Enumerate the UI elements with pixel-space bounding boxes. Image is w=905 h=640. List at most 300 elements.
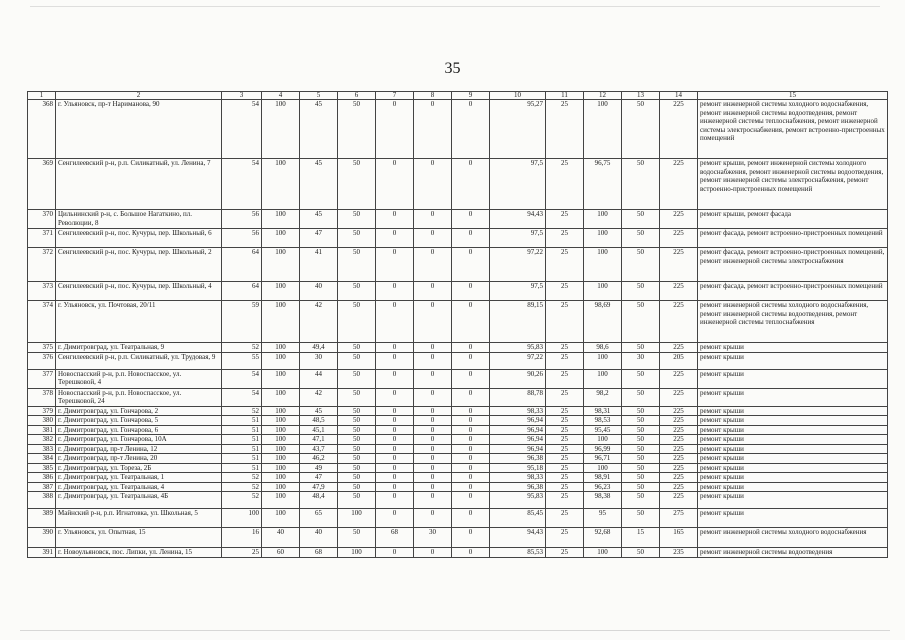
- value-cell: 0: [414, 444, 452, 454]
- table-row: [28, 444, 888, 454]
- value-cell: 100: [584, 369, 622, 388]
- value-cell: 100: [262, 444, 300, 454]
- value-cell: 0: [414, 388, 452, 406]
- row-number: 369: [28, 159, 56, 210]
- column-header: 14: [660, 92, 698, 100]
- value-cell: 25: [546, 159, 584, 210]
- value-cell: 0: [452, 473, 490, 483]
- value-cell: 0: [376, 229, 414, 248]
- table-row: [28, 229, 888, 248]
- value-cell: 100: [262, 229, 300, 248]
- value-cell: 50: [338, 100, 376, 159]
- column-header: 3: [222, 92, 262, 100]
- row-number: 368: [28, 100, 56, 159]
- value-cell: 90,26: [490, 369, 546, 388]
- value-cell: 56: [222, 229, 262, 248]
- value-cell: 25: [546, 482, 584, 492]
- value-cell: 100: [262, 406, 300, 416]
- value-cell: 0: [452, 388, 490, 406]
- value-cell: 0: [414, 301, 452, 343]
- value-cell: 0: [414, 435, 452, 445]
- value-cell: 51: [222, 425, 262, 435]
- value-cell: 50: [622, 548, 660, 558]
- value-cell: 100: [584, 229, 622, 248]
- total-cell: 225: [660, 282, 698, 301]
- works-cell: ремонт крыши: [698, 463, 888, 473]
- value-cell: 50: [338, 444, 376, 454]
- value-cell: 46,2: [300, 454, 338, 464]
- row-number: 373: [28, 282, 56, 301]
- total-cell: 225: [660, 454, 698, 464]
- value-cell: 96,94: [490, 444, 546, 454]
- table-row: [28, 528, 888, 548]
- value-cell: 65: [300, 509, 338, 528]
- value-cell: 0: [414, 548, 452, 558]
- table-row: [28, 352, 888, 369]
- value-cell: 0: [452, 509, 490, 528]
- address-cell: Новоспасский р-н, р.п. Новоспасское, ул. Терешковой, 24: [56, 388, 222, 406]
- value-cell: 45: [300, 100, 338, 159]
- row-number: 370: [28, 210, 56, 229]
- column-header: 6: [338, 92, 376, 100]
- value-cell: 0: [452, 100, 490, 159]
- value-cell: 25: [546, 406, 584, 416]
- works-cell: ремонт крыши: [698, 473, 888, 483]
- value-cell: 30: [300, 352, 338, 369]
- value-cell: 47,9: [300, 482, 338, 492]
- value-cell: 50: [622, 301, 660, 343]
- value-cell: 42: [300, 301, 338, 343]
- value-cell: 0: [452, 416, 490, 426]
- value-cell: 0: [414, 248, 452, 282]
- works-cell: ремонт крыши: [698, 416, 888, 426]
- value-cell: 50: [338, 473, 376, 483]
- value-cell: 30: [622, 352, 660, 369]
- value-cell: 50: [622, 343, 660, 353]
- value-cell: 68: [300, 548, 338, 558]
- row-number: 384: [28, 454, 56, 464]
- value-cell: 0: [414, 210, 452, 229]
- value-cell: 25: [546, 463, 584, 473]
- value-cell: 0: [376, 463, 414, 473]
- value-cell: 0: [414, 229, 452, 248]
- column-header: 2: [56, 92, 222, 100]
- value-cell: 100: [262, 248, 300, 282]
- value-cell: 0: [376, 444, 414, 454]
- value-cell: 40: [300, 282, 338, 301]
- value-cell: 55: [222, 352, 262, 369]
- total-cell: 225: [660, 435, 698, 445]
- address-cell: Сенгилеевский р-н, р.п. Силикатный, ул. Ленина, 7: [56, 159, 222, 210]
- table-row: [28, 369, 888, 388]
- column-header: 4: [262, 92, 300, 100]
- value-cell: 97,5: [490, 229, 546, 248]
- value-cell: 52: [222, 343, 262, 353]
- value-cell: 0: [452, 369, 490, 388]
- value-cell: 100: [262, 425, 300, 435]
- value-cell: 50: [622, 425, 660, 435]
- value-cell: 100: [262, 473, 300, 483]
- value-cell: 100: [338, 548, 376, 558]
- value-cell: 100: [262, 454, 300, 464]
- value-cell: 0: [376, 416, 414, 426]
- value-cell: 0: [376, 388, 414, 406]
- value-cell: 97,5: [490, 159, 546, 210]
- table-row: [28, 301, 888, 343]
- column-header-row: [28, 92, 888, 100]
- value-cell: 100: [262, 282, 300, 301]
- value-cell: 94,43: [490, 528, 546, 548]
- value-cell: 0: [414, 509, 452, 528]
- row-number: 376: [28, 352, 56, 369]
- value-cell: 100: [262, 416, 300, 426]
- value-cell: 25: [222, 548, 262, 558]
- value-cell: 0: [414, 343, 452, 353]
- address-cell: Новоспасский р-н, р.п. Новоспасское, ул. Терешковой, 4: [56, 369, 222, 388]
- value-cell: 100: [262, 159, 300, 210]
- value-cell: 0: [452, 210, 490, 229]
- table-row: [28, 210, 888, 229]
- value-cell: 0: [414, 463, 452, 473]
- value-cell: 96,75: [584, 159, 622, 210]
- value-cell: 100: [262, 435, 300, 445]
- value-cell: 100: [584, 352, 622, 369]
- value-cell: 52: [222, 406, 262, 416]
- value-cell: 40: [300, 528, 338, 548]
- value-cell: 54: [222, 100, 262, 159]
- value-cell: 0: [376, 482, 414, 492]
- table-row: [28, 388, 888, 406]
- value-cell: 0: [414, 406, 452, 416]
- row-number: 385: [28, 463, 56, 473]
- works-cell: ремонт крыши: [698, 406, 888, 416]
- table-row: [28, 548, 888, 558]
- value-cell: 50: [338, 301, 376, 343]
- table-row: [28, 473, 888, 483]
- works-cell: ремонт крыши: [698, 425, 888, 435]
- value-cell: 25: [546, 369, 584, 388]
- value-cell: 50: [622, 229, 660, 248]
- value-cell: 59: [222, 301, 262, 343]
- value-cell: 52: [222, 473, 262, 483]
- value-cell: 50: [622, 444, 660, 454]
- column-header: 1: [28, 92, 56, 100]
- value-cell: 43,7: [300, 444, 338, 454]
- total-cell: 225: [660, 301, 698, 343]
- value-cell: 16: [222, 528, 262, 548]
- value-cell: 50: [622, 369, 660, 388]
- row-number: 386: [28, 473, 56, 483]
- value-cell: 100: [584, 548, 622, 558]
- value-cell: 0: [376, 548, 414, 558]
- value-cell: 50: [338, 210, 376, 229]
- value-cell: 0: [376, 473, 414, 483]
- row-number: 390: [28, 528, 56, 548]
- value-cell: 50: [622, 492, 660, 509]
- works-cell: ремонт инженерной системы холодного водоснабжения: [698, 528, 888, 548]
- value-cell: 50: [338, 416, 376, 426]
- total-cell: 275: [660, 509, 698, 528]
- value-cell: 25: [546, 301, 584, 343]
- value-cell: 0: [414, 369, 452, 388]
- value-cell: 50: [338, 343, 376, 353]
- value-cell: 0: [452, 425, 490, 435]
- value-cell: 98,33: [490, 406, 546, 416]
- value-cell: 50: [338, 406, 376, 416]
- value-cell: 0: [376, 492, 414, 509]
- value-cell: 50: [338, 425, 376, 435]
- value-cell: 25: [546, 454, 584, 464]
- value-cell: 0: [452, 482, 490, 492]
- works-cell: ремонт фасада, ремонт встроенно-пристроенных помещений: [698, 229, 888, 248]
- value-cell: 100: [262, 343, 300, 353]
- value-cell: 41: [300, 248, 338, 282]
- value-cell: 0: [414, 100, 452, 159]
- value-cell: 51: [222, 416, 262, 426]
- address-cell: г. Димитровград, ул. Театральная, 4: [56, 482, 222, 492]
- value-cell: 50: [338, 369, 376, 388]
- row-number: 375: [28, 343, 56, 353]
- value-cell: 98,2: [584, 388, 622, 406]
- value-cell: 0: [414, 416, 452, 426]
- value-cell: 47: [300, 473, 338, 483]
- works-cell: ремонт инженерной системы водоотведения: [698, 548, 888, 558]
- value-cell: 51: [222, 463, 262, 473]
- value-cell: 96,94: [490, 425, 546, 435]
- value-cell: 0: [376, 352, 414, 369]
- value-cell: 100: [262, 492, 300, 509]
- table-row: [28, 406, 888, 416]
- value-cell: 100: [584, 463, 622, 473]
- value-cell: 25: [546, 509, 584, 528]
- table-row: [28, 492, 888, 509]
- value-cell: 51: [222, 454, 262, 464]
- works-cell: ремонт инженерной системы холодного водоснабжения, ремонт инженерной системы водоотведения, ремонт инженерной системы теплоснабжения: [698, 301, 888, 343]
- value-cell: 0: [452, 406, 490, 416]
- value-cell: 54: [222, 388, 262, 406]
- value-cell: 44: [300, 369, 338, 388]
- total-cell: 165: [660, 528, 698, 548]
- total-cell: 225: [660, 388, 698, 406]
- value-cell: 50: [622, 454, 660, 464]
- value-cell: 0: [376, 100, 414, 159]
- table-row: [28, 159, 888, 210]
- value-cell: 25: [546, 282, 584, 301]
- value-cell: 0: [414, 482, 452, 492]
- value-cell: 50: [338, 492, 376, 509]
- works-cell: ремонт крыши: [698, 509, 888, 528]
- value-cell: 64: [222, 282, 262, 301]
- value-cell: 98,33: [490, 473, 546, 483]
- column-header: 7: [376, 92, 414, 100]
- value-cell: 0: [452, 282, 490, 301]
- value-cell: 96,99: [584, 444, 622, 454]
- value-cell: 25: [546, 343, 584, 353]
- value-cell: 89,15: [490, 301, 546, 343]
- row-number: 380: [28, 416, 56, 426]
- value-cell: 97,5: [490, 282, 546, 301]
- works-cell: ремонт крыши: [698, 454, 888, 464]
- value-cell: 98,38: [584, 492, 622, 509]
- address-cell: Сенгилеевский р-н, р.п. Силикатный, ул. Трудовая, 9: [56, 352, 222, 369]
- value-cell: 100: [262, 301, 300, 343]
- table-row: [28, 435, 888, 445]
- value-cell: 0: [376, 425, 414, 435]
- value-cell: 100: [262, 482, 300, 492]
- works-cell: ремонт инженерной системы холодного водоснабжения, ремонт инженерной системы водоотведения, ремонт инженерной системы теплоснабжения, ремонт инженерной системы электроснабжения, ремонт встроенно-пристроенных помещений: [698, 100, 888, 159]
- total-cell: 225: [660, 425, 698, 435]
- value-cell: 0: [452, 159, 490, 210]
- value-cell: 96,94: [490, 416, 546, 426]
- value-cell: 0: [452, 454, 490, 464]
- value-cell: 25: [546, 210, 584, 229]
- value-cell: 25: [546, 352, 584, 369]
- value-cell: 96,38: [490, 482, 546, 492]
- value-cell: 100: [584, 282, 622, 301]
- table-body: [28, 100, 888, 558]
- value-cell: 25: [546, 492, 584, 509]
- value-cell: 52: [222, 482, 262, 492]
- table-row: [28, 416, 888, 426]
- value-cell: 0: [452, 492, 490, 509]
- value-cell: 0: [452, 548, 490, 558]
- scan-line-top: [30, 6, 880, 7]
- address-cell: г. Димитровград, ул. Театральная, 9: [56, 343, 222, 353]
- value-cell: 50: [622, 435, 660, 445]
- row-number: 381: [28, 425, 56, 435]
- value-cell: 25: [546, 435, 584, 445]
- total-cell: 225: [660, 100, 698, 159]
- value-cell: 48,4: [300, 492, 338, 509]
- value-cell: 96,23: [584, 482, 622, 492]
- value-cell: 98,69: [584, 301, 622, 343]
- value-cell: 95,18: [490, 463, 546, 473]
- value-cell: 0: [452, 301, 490, 343]
- value-cell: 40: [262, 528, 300, 548]
- address-cell: г. Димитровград, ул. Театральная, 1: [56, 473, 222, 483]
- value-cell: 25: [546, 548, 584, 558]
- address-cell: г. Ульяновск, пр-т Нариманова, 90: [56, 100, 222, 159]
- value-cell: 64: [222, 248, 262, 282]
- total-cell: 225: [660, 248, 698, 282]
- works-cell: ремонт крыши: [698, 369, 888, 388]
- value-cell: 0: [414, 425, 452, 435]
- value-cell: 100: [584, 435, 622, 445]
- value-cell: 0: [452, 435, 490, 445]
- value-cell: 0: [452, 248, 490, 282]
- value-cell: 48,5: [300, 416, 338, 426]
- value-cell: 0: [376, 210, 414, 229]
- column-header: 15: [698, 92, 888, 100]
- value-cell: 50: [622, 416, 660, 426]
- address-cell: г. Новоульяновск, пос. Липки, ул. Ленина, 15: [56, 548, 222, 558]
- value-cell: 25: [546, 388, 584, 406]
- column-header: 10: [490, 92, 546, 100]
- address-cell: Сенгилеевский р-н, пос. Кучуры, пер. Школьный, 6: [56, 229, 222, 248]
- table-row: [28, 248, 888, 282]
- value-cell: 100: [584, 100, 622, 159]
- value-cell: 98,31: [584, 406, 622, 416]
- value-cell: 0: [376, 343, 414, 353]
- value-cell: 50: [338, 352, 376, 369]
- value-cell: 0: [452, 229, 490, 248]
- table-row: [28, 282, 888, 301]
- address-cell: Цильнинский р-н, с. Большое Нагаткино, пл. Революции, 8: [56, 210, 222, 229]
- total-cell: 225: [660, 482, 698, 492]
- value-cell: 50: [338, 482, 376, 492]
- address-cell: г. Димитровград, ул. Гончарова, 10А: [56, 435, 222, 445]
- row-number: 374: [28, 301, 56, 343]
- value-cell: 50: [338, 454, 376, 464]
- column-header: 13: [622, 92, 660, 100]
- row-number: 387: [28, 482, 56, 492]
- value-cell: 50: [622, 482, 660, 492]
- value-cell: 52: [222, 492, 262, 509]
- value-cell: 45: [300, 210, 338, 229]
- value-cell: 95,83: [490, 492, 546, 509]
- value-cell: 100: [584, 210, 622, 229]
- value-cell: 95,45: [584, 425, 622, 435]
- row-number: 383: [28, 444, 56, 454]
- works-cell: ремонт крыши, ремонт инженерной системы холодного водоснабжения, ремонт инженерной системы водоотведения, ремонт инженерной системы электроснабжения, ремонт встроенно-пристроенных помещений: [698, 159, 888, 210]
- address-cell: г. Димитровград, ул. Гончарова, 6: [56, 425, 222, 435]
- address-cell: Сенгилеевский р-н, пос. Кучуры, пер. Школьный, 2: [56, 248, 222, 282]
- value-cell: 51: [222, 444, 262, 454]
- value-cell: 25: [546, 528, 584, 548]
- value-cell: 98,91: [584, 473, 622, 483]
- works-cell: ремонт крыши: [698, 352, 888, 369]
- value-cell: 30: [414, 528, 452, 548]
- value-cell: 97,22: [490, 248, 546, 282]
- value-cell: 50: [622, 509, 660, 528]
- row-number: 391: [28, 548, 56, 558]
- works-cell: ремонт крыши: [698, 343, 888, 353]
- total-cell: 205: [660, 352, 698, 369]
- table-row: [28, 482, 888, 492]
- value-cell: 50: [338, 388, 376, 406]
- row-number: 388: [28, 492, 56, 509]
- value-cell: 56: [222, 210, 262, 229]
- value-cell: 0: [452, 343, 490, 353]
- value-cell: 100: [262, 388, 300, 406]
- table-row: [28, 454, 888, 464]
- value-cell: 68: [376, 528, 414, 548]
- works-cell: ремонт крыши: [698, 388, 888, 406]
- value-cell: 100: [262, 369, 300, 388]
- column-header: 5: [300, 92, 338, 100]
- table-row: [28, 425, 888, 435]
- repair-table: [27, 91, 888, 558]
- address-cell: г. Димитровград, ул. Театральная, 4Б: [56, 492, 222, 509]
- value-cell: 0: [452, 463, 490, 473]
- value-cell: 50: [622, 463, 660, 473]
- works-cell: ремонт крыши, ремонт фасада: [698, 210, 888, 229]
- column-header: 12: [584, 92, 622, 100]
- value-cell: 92,68: [584, 528, 622, 548]
- value-cell: 54: [222, 369, 262, 388]
- table-row: [28, 100, 888, 159]
- value-cell: 25: [546, 100, 584, 159]
- value-cell: 85,53: [490, 548, 546, 558]
- value-cell: 45: [300, 159, 338, 210]
- value-cell: 96,94: [490, 435, 546, 445]
- total-cell: 225: [660, 229, 698, 248]
- value-cell: 98,6: [584, 343, 622, 353]
- value-cell: 0: [414, 282, 452, 301]
- total-cell: 225: [660, 159, 698, 210]
- value-cell: 0: [376, 454, 414, 464]
- value-cell: 95,27: [490, 100, 546, 159]
